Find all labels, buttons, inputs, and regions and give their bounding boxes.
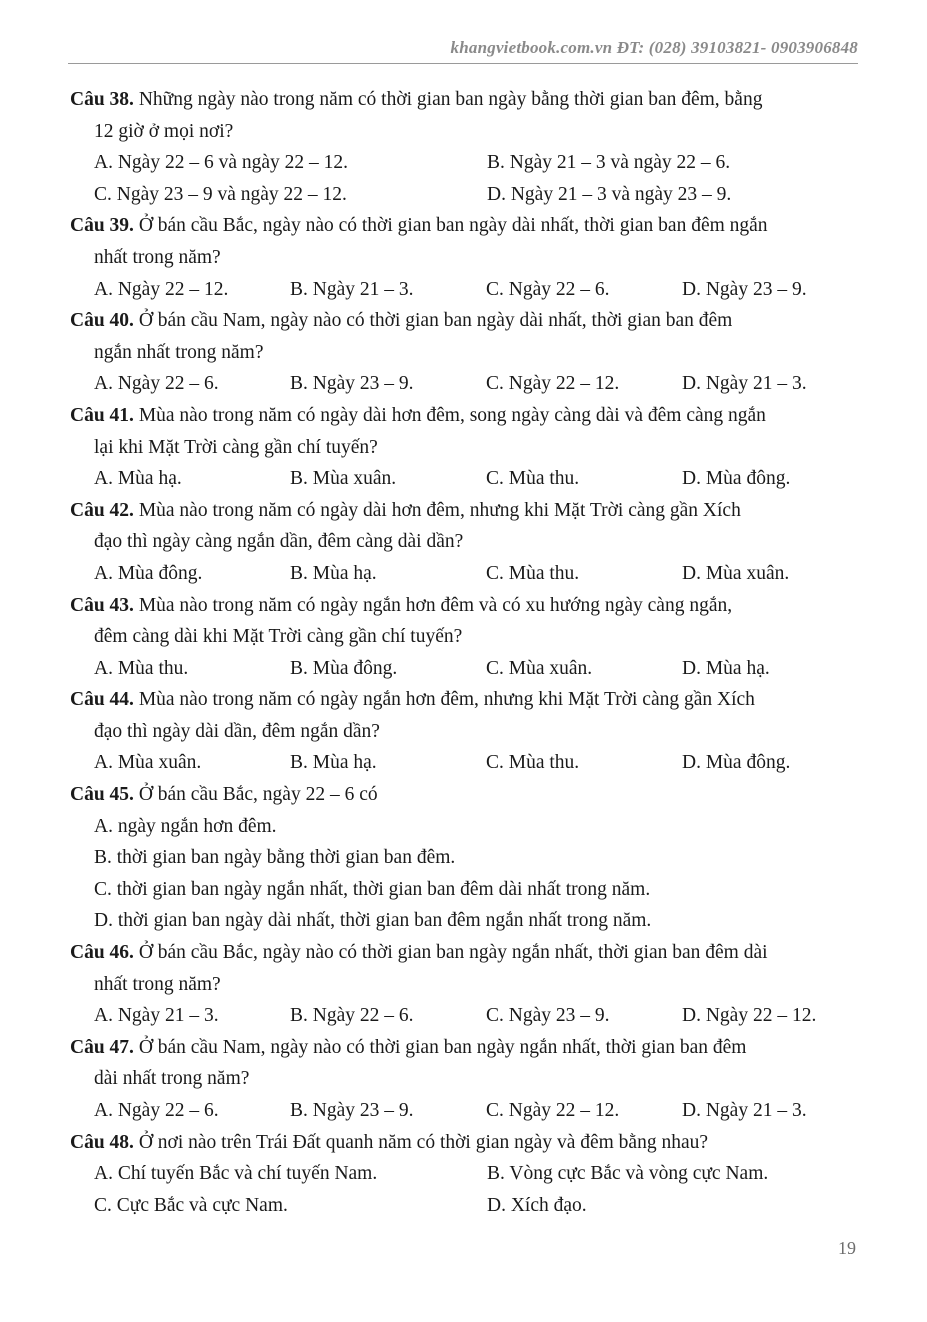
question-text-line2: lại khi Mặt Trời càng gần chí tuyến? [94, 436, 378, 458]
option-c: C. Ngày 23 – 9 và ngày 22 – 12. [94, 183, 347, 205]
question-text-line2: đạo thì ngày càng ngắn dần, đêm càng dài dần? [94, 531, 464, 553]
question-text-line2: đêm càng dài khi Mặt Trời càng gần chí tuyến? [94, 626, 463, 648]
question-number: Câu 46. [70, 942, 134, 964]
option-c: C. Ngày 22 – 6. [486, 278, 610, 300]
question-number: Câu 41. [70, 404, 134, 426]
option-d: D. Mùa đông. [682, 468, 791, 490]
option-b: B. Mùa xuân. [290, 468, 397, 490]
option-d: D. Ngày 23 – 9. [682, 278, 807, 300]
answer-options [70, 274, 856, 306]
question-text-line1: Ở bán cầu Bắc, ngày 22 – 6 có [138, 784, 378, 806]
question-text [70, 400, 856, 432]
option-c: C. Mùa xuân. [486, 657, 593, 679]
option-c: C. Cực Bắc và cực Nam. [94, 1194, 288, 1216]
option-a: A. Chí tuyến Bắc và chí tuyến Nam. [94, 1163, 378, 1185]
question-number: Câu 47. [70, 1036, 134, 1058]
option-c: C. Mùa thu. [486, 752, 580, 774]
option-b: B. Ngày 23 – 9. [290, 373, 414, 395]
question-text [70, 210, 856, 242]
page-number: 19 [838, 1238, 856, 1258]
answer-options [70, 1000, 856, 1032]
option-b: B. Mùa hạ. [290, 752, 377, 774]
question-43 [70, 590, 856, 685]
question-45 [70, 779, 856, 937]
answer-options [70, 905, 856, 937]
question-text-line1: Ở bán cầu Nam, ngày nào có thời gian ban ngày ngắn nhất, thời gian ban đêm [138, 1036, 747, 1058]
question-text-line2: nhất trong năm? [94, 973, 221, 995]
option-a: A. Ngày 22 – 6 và ngày 22 – 12. [94, 152, 349, 174]
option-a: A. Ngày 21 – 3. [94, 1005, 219, 1027]
option-d: D. thời gian ban ngày dài nhất, thời gian ban đêm ngắn nhất trong năm. [94, 910, 652, 932]
option-d: D. Xích đạo. [487, 1194, 587, 1216]
option-b: B. Mùa đông. [290, 657, 398, 679]
option-b: B. thời gian ban ngày bằng thời gian ban đêm. [94, 847, 456, 869]
option-d: D. Ngày 21 – 3. [682, 1100, 807, 1121]
question-text-line2: dài nhất trong năm? [94, 1068, 250, 1090]
option-a: A. Ngày 22 – 6. [94, 1100, 219, 1121]
option-a: A. Ngày 22 – 12. [94, 278, 229, 300]
answer-options [70, 368, 856, 400]
question-40 [70, 305, 856, 400]
question-number: Câu 42. [70, 499, 134, 521]
question-42 [70, 495, 856, 590]
question-text [70, 1032, 856, 1064]
question-39 [70, 210, 856, 305]
question-number: Câu 44. [70, 689, 134, 711]
option-a: A. Mùa thu. [94, 657, 189, 679]
answer-options [70, 1158, 856, 1190]
answer-options [70, 811, 856, 843]
answer-options [70, 463, 856, 495]
question-text-line2: ngắn nhất trong năm? [94, 341, 264, 363]
question-44 [70, 684, 856, 779]
question-text-line1: Mùa nào trong năm có ngày dài hơn đêm, song ngày càng dài và đêm càng ngắn [138, 404, 766, 426]
question-text-line1: Mùa nào trong năm có ngày ngắn hơn đêm, nhưng khi Mặt Trời càng gần Xích [138, 689, 755, 711]
answer-options [70, 653, 856, 685]
question-text [70, 84, 856, 116]
option-c: C. Mùa thu. [486, 468, 580, 490]
question-text-line1: Mùa nào trong năm có ngày dài hơn đêm, nhưng khi Mặt Trời càng gần Xích [138, 499, 741, 521]
option-c: C. Mùa thu. [486, 562, 580, 584]
option-d: D. Mùa xuân. [682, 562, 790, 584]
answer-options [70, 747, 856, 779]
question-number: Câu 43. [70, 594, 134, 616]
question-48 [70, 1127, 856, 1222]
header-divider [68, 63, 858, 64]
option-b: B. Vòng cực Bắc và vòng cực Nam. [487, 1163, 769, 1185]
question-text-line1: Ở nơi nào trên Trái Đất quanh năm có thời gian ngày và đêm bằng nhau? [138, 1131, 709, 1153]
option-b: B. Ngày 22 – 6. [290, 1005, 414, 1027]
option-c: C. Ngày 23 – 9. [486, 1005, 610, 1027]
option-b: B. Ngày 23 – 9. [290, 1100, 414, 1121]
answer-options [70, 842, 856, 874]
answer-options [70, 558, 856, 590]
question-number: Câu 38. [70, 89, 134, 110]
option-d: D. Ngày 22 – 12. [682, 1005, 817, 1027]
question-text-line2: đạo thì ngày dài dần, đêm ngắn dần? [94, 720, 380, 742]
question-text [70, 495, 856, 527]
question-41 [70, 400, 856, 495]
question-text-line2: nhất trong năm? [94, 246, 221, 268]
answer-options [70, 147, 856, 179]
question-47 [70, 1032, 856, 1127]
answer-options [70, 874, 856, 906]
question-text-line2: 12 giờ ở mọi nơi? [94, 120, 234, 142]
option-b: B. Ngày 21 – 3. [290, 278, 414, 300]
question-list [70, 84, 856, 1221]
question-text [70, 590, 856, 622]
question-number: Câu 48. [70, 1131, 134, 1153]
option-a: A. ngày ngắn hơn đêm. [94, 815, 277, 837]
option-d: D. Mùa hạ. [682, 657, 770, 679]
answer-options [70, 179, 856, 211]
page-header: khangvietbook.com.vn ĐT: (028) 39103821- 0903906848 [450, 38, 858, 57]
question-text-line1: Những ngày nào trong năm có thời gian ban ngày bằng thời gian ban đêm, bằng [138, 89, 763, 110]
question-text-line1: Ở bán cầu Bắc, ngày nào có thời gian ban ngày dài nhất, thời gian ban đêm ngắn [138, 215, 768, 237]
option-b: B. Mùa hạ. [290, 562, 377, 584]
option-a: A. Mùa đông. [94, 562, 203, 584]
question-text-line1: Ở bán cầu Bắc, ngày nào có thời gian ban ngày ngắn nhất, thời gian ban đêm dài [138, 942, 768, 964]
option-b: B. Ngày 21 – 3 và ngày 22 – 6. [487, 152, 731, 174]
answer-options [70, 1190, 856, 1222]
question-text [70, 937, 856, 969]
question-text [70, 684, 856, 716]
option-a: A. Mùa hạ. [94, 468, 182, 490]
question-text [70, 1127, 856, 1159]
question-text-line1: Mùa nào trong năm có ngày ngắn hơn đêm và có xu hướng ngày càng ngắn, [138, 594, 733, 616]
question-38 [70, 84, 856, 210]
question-text-line1: Ở bán cầu Nam, ngày nào có thời gian ban ngày dài nhất, thời gian ban đêm [138, 310, 733, 332]
option-a: A. Ngày 22 – 6. [94, 373, 219, 395]
option-d: D. Ngày 21 – 3 và ngày 23 – 9. [487, 183, 732, 205]
question-number: Câu 40. [70, 310, 134, 332]
option-d: D. Ngày 21 – 3. [682, 373, 807, 395]
option-c: C. thời gian ban ngày ngắn nhất, thời gian ban đêm dài nhất trong năm. [94, 878, 651, 900]
question-number: Câu 45. [70, 784, 134, 806]
answer-options [70, 1095, 856, 1127]
option-d: D. Mùa đông. [682, 752, 791, 774]
question-46 [70, 937, 856, 1032]
option-a: A. Mùa xuân. [94, 752, 202, 774]
question-text [70, 305, 856, 337]
option-c: C. Ngày 22 – 12. [486, 1100, 620, 1121]
question-number: Câu 39. [70, 215, 134, 237]
question-text [70, 779, 856, 811]
option-c: C. Ngày 22 – 12. [486, 373, 620, 395]
